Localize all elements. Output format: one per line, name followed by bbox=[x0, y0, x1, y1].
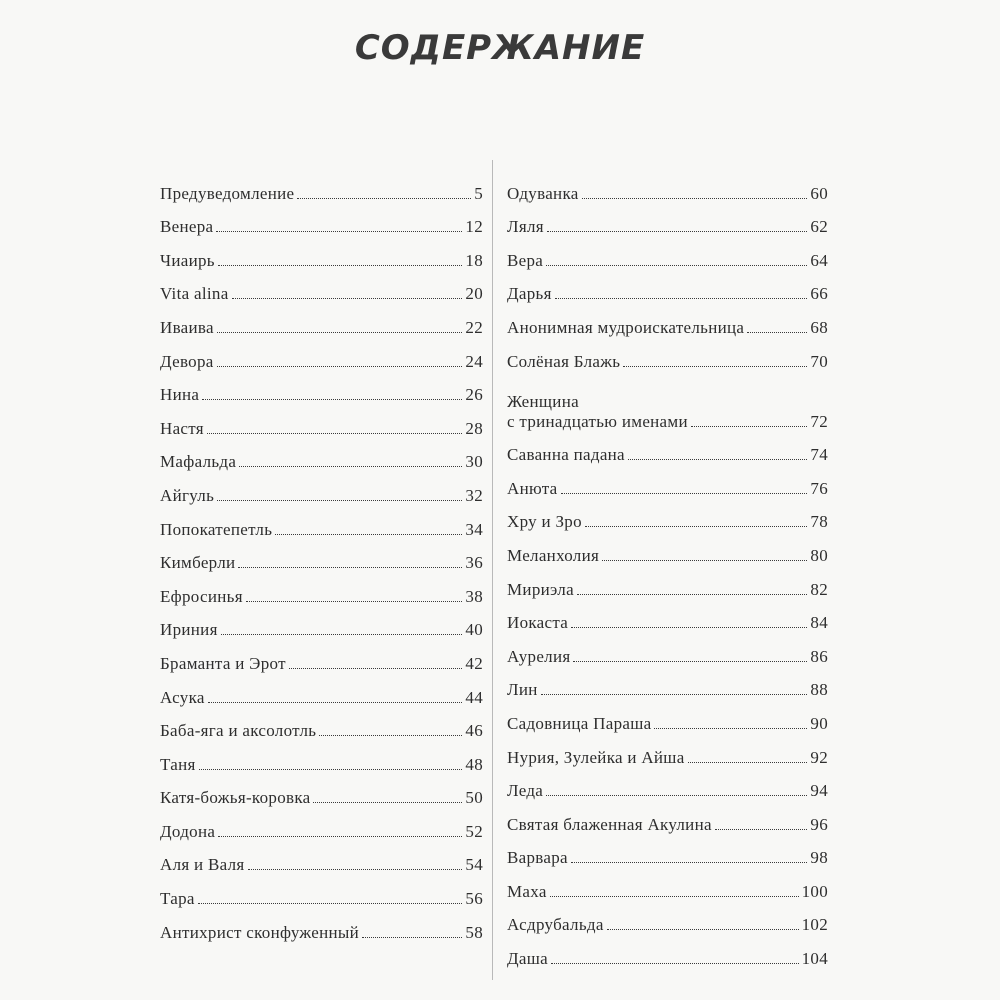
toc-entry[interactable] bbox=[507, 566, 828, 600]
toc-entry-page-number: 5 bbox=[474, 183, 483, 203]
toc-entry[interactable] bbox=[160, 170, 483, 204]
dot-leader bbox=[246, 601, 463, 602]
toc-entry-title: Айгуль bbox=[160, 485, 215, 505]
dot-leader bbox=[551, 963, 799, 964]
toc-entry-page-number: 22 bbox=[465, 317, 483, 337]
toc-entry-page-number: 94 bbox=[810, 781, 828, 801]
toc-entry-page-number: 50 bbox=[465, 788, 483, 808]
dot-leader bbox=[546, 795, 807, 796]
toc-entry[interactable] bbox=[160, 775, 483, 809]
dot-leader bbox=[217, 332, 463, 333]
toc-entry-page-number: 104 bbox=[801, 949, 828, 969]
toc-entry[interactable] bbox=[507, 768, 828, 802]
toc-entry-title: Настя bbox=[160, 418, 204, 438]
toc-entry-title: Аурелия bbox=[507, 646, 571, 666]
dot-leader bbox=[202, 399, 462, 400]
toc-entry[interactable] bbox=[160, 741, 483, 775]
toc-right-column bbox=[507, 170, 828, 969]
dot-leader bbox=[550, 896, 799, 897]
toc-entry-title: Баба-яга и аксолотль bbox=[160, 721, 317, 741]
toc-entry-page-number: 102 bbox=[801, 915, 828, 935]
column-divider bbox=[492, 160, 493, 980]
toc-entry-title: Браманта и Эрот bbox=[160, 653, 286, 673]
dot-leader bbox=[623, 366, 807, 367]
toc-entry-page-number: 76 bbox=[810, 478, 828, 498]
toc-entry[interactable] bbox=[507, 304, 828, 338]
toc-entry-title: Кимберли bbox=[160, 553, 236, 573]
toc-entry[interactable] bbox=[160, 439, 483, 473]
toc-entry-title: Святая блаженная Акулина bbox=[507, 814, 712, 834]
toc-entry-title: Солёная Блажь bbox=[507, 351, 621, 371]
toc-entry-title: Венера bbox=[160, 217, 214, 237]
toc-entry-title: Иокаста bbox=[507, 613, 569, 633]
dot-leader bbox=[199, 769, 463, 770]
toc-entry[interactable] bbox=[160, 372, 483, 406]
toc-entry-page-number: 54 bbox=[465, 855, 483, 875]
toc-entry-title: Варвара bbox=[507, 848, 568, 868]
toc-entry[interactable] bbox=[507, 237, 828, 271]
toc-entry-title: Вера bbox=[507, 250, 544, 270]
toc-entry-title: Тара bbox=[160, 889, 195, 909]
toc-entry-page-number: 48 bbox=[465, 754, 483, 774]
toc-entry-page-number: 28 bbox=[465, 418, 483, 438]
toc-entry[interactable] bbox=[507, 465, 828, 499]
toc-entry-page-number: 36 bbox=[465, 553, 483, 573]
toc-entry-page-number: 66 bbox=[810, 284, 828, 304]
toc-entry-page-number: 64 bbox=[810, 250, 828, 270]
toc-entry-title: Ириния bbox=[160, 620, 218, 640]
dot-leader bbox=[248, 869, 463, 870]
toc-entry[interactable] bbox=[507, 271, 828, 305]
toc-entry-page-number: 84 bbox=[810, 613, 828, 633]
toc-entry[interactable] bbox=[507, 868, 828, 902]
toc-entry-page-number: 80 bbox=[810, 545, 828, 565]
toc-entry-title: Анюта bbox=[507, 478, 558, 498]
toc-entry[interactable] bbox=[160, 338, 483, 372]
dot-leader bbox=[289, 668, 463, 669]
dot-leader bbox=[297, 198, 471, 199]
toc-entry-page-number: 32 bbox=[465, 485, 483, 505]
toc-entry-title: Асука bbox=[160, 687, 205, 707]
dot-leader bbox=[747, 332, 807, 333]
toc-entry[interactable] bbox=[507, 835, 828, 869]
dot-leader bbox=[218, 265, 463, 266]
toc-entry-page-number: 60 bbox=[810, 183, 828, 203]
toc-entry[interactable] bbox=[160, 674, 483, 708]
toc-entry-title: Меланхолия bbox=[507, 545, 600, 565]
toc-entry-title: Антихрист сконфуженный bbox=[160, 922, 360, 942]
dot-leader bbox=[217, 366, 463, 367]
toc-entry-page-number: 78 bbox=[810, 512, 828, 532]
toc-entry-title: Саванна падана bbox=[507, 445, 625, 465]
toc-entry-page-number: 62 bbox=[810, 217, 828, 237]
dot-leader bbox=[573, 661, 807, 662]
toc-entry-title: Додона bbox=[160, 821, 216, 841]
dot-leader bbox=[313, 802, 462, 803]
toc-entry[interactable] bbox=[507, 633, 828, 667]
dot-leader bbox=[275, 534, 462, 535]
toc-entry[interactable] bbox=[160, 708, 483, 742]
toc-entry-page-number: 74 bbox=[810, 445, 828, 465]
toc-entry-title: Даша bbox=[507, 949, 548, 969]
toc-entry[interactable] bbox=[507, 600, 828, 634]
toc-entry-title: Предуведомление bbox=[160, 183, 295, 203]
toc-entry-page-number: 86 bbox=[810, 646, 828, 666]
toc-entry[interactable] bbox=[507, 338, 828, 372]
toc-entry-page-number: 88 bbox=[810, 680, 828, 700]
toc-entry[interactable] bbox=[160, 237, 483, 271]
toc-entry[interactable] bbox=[507, 432, 828, 466]
toc-entry[interactable] bbox=[160, 506, 483, 540]
toc-entry-title: Мириэла bbox=[507, 579, 574, 599]
toc-entry-page-number: 38 bbox=[465, 586, 483, 606]
toc-entry[interactable] bbox=[507, 902, 828, 936]
toc-entry[interactable] bbox=[160, 607, 483, 641]
toc-entry-title: Таня bbox=[160, 754, 196, 774]
dot-leader bbox=[546, 265, 807, 266]
toc-entry-page-number: 98 bbox=[810, 848, 828, 868]
toc-entry-page-number: 46 bbox=[465, 721, 483, 741]
toc-entry-page-number: 58 bbox=[465, 922, 483, 942]
toc-entry-title: Vita alina bbox=[160, 284, 229, 304]
dot-leader bbox=[715, 829, 808, 830]
toc-entry-title: Женщина с тринадцатью именами bbox=[507, 391, 688, 431]
toc-entry-page-number: 56 bbox=[465, 889, 483, 909]
dot-leader bbox=[688, 762, 808, 763]
toc-entry-title: Садовница Параша bbox=[507, 713, 652, 733]
dot-leader bbox=[207, 433, 462, 434]
toc-entry[interactable] bbox=[160, 304, 483, 338]
dot-leader bbox=[221, 634, 463, 635]
toc-entry-title: Леда bbox=[507, 781, 544, 801]
toc-entry-title: Ефросинья bbox=[160, 586, 243, 606]
dot-leader bbox=[555, 298, 808, 299]
toc-entry[interactable] bbox=[507, 801, 828, 835]
toc-entry[interactable] bbox=[160, 573, 483, 607]
toc-entry-title: Катя-божья-коровка bbox=[160, 788, 311, 808]
toc-entry-page-number: 92 bbox=[810, 747, 828, 767]
dot-leader bbox=[585, 526, 808, 527]
toc-entry-title: Асдрубальда bbox=[507, 915, 604, 935]
toc-entry-title: Мафальда bbox=[160, 452, 237, 472]
toc-entry[interactable] bbox=[160, 808, 483, 842]
toc-entry-title: Дарья bbox=[507, 284, 552, 304]
dot-leader bbox=[541, 694, 808, 695]
toc-entry-page-number: 70 bbox=[810, 351, 828, 371]
toc-entry-title: Маха bbox=[507, 881, 547, 901]
toc-entry[interactable] bbox=[507, 499, 828, 533]
toc-entry[interactable] bbox=[507, 700, 828, 734]
dot-leader bbox=[602, 560, 807, 561]
toc-entry[interactable] bbox=[507, 204, 828, 238]
dot-leader bbox=[319, 735, 462, 736]
dot-leader bbox=[217, 500, 462, 501]
toc-entry-title: Лин bbox=[507, 680, 538, 700]
dot-leader bbox=[561, 493, 808, 494]
toc-entry[interactable] bbox=[160, 540, 483, 574]
toc-entry-page-number: 34 bbox=[465, 519, 483, 539]
dot-leader bbox=[571, 627, 807, 628]
toc-entry-title: Иваива bbox=[160, 317, 214, 337]
toc-left-column bbox=[160, 170, 483, 943]
toc-entry-page-number: 24 bbox=[465, 351, 483, 371]
dot-leader bbox=[571, 862, 808, 863]
dot-leader bbox=[628, 459, 807, 460]
toc-entry[interactable] bbox=[160, 472, 483, 506]
dot-leader bbox=[691, 426, 808, 427]
toc-entry-title: Чиаирь bbox=[160, 250, 215, 270]
toc-entry-page-number: 42 bbox=[465, 653, 483, 673]
toc-entry[interactable] bbox=[507, 734, 828, 768]
toc-entry-page-number: 26 bbox=[465, 385, 483, 405]
dot-leader bbox=[607, 929, 799, 930]
toc-entry-page-number: 72 bbox=[810, 411, 828, 431]
toc-entry[interactable] bbox=[507, 170, 828, 204]
toc-entry-page-number: 30 bbox=[465, 452, 483, 472]
toc-entry[interactable] bbox=[160, 909, 483, 943]
toc-entry-page-number: 20 bbox=[465, 284, 483, 304]
toc-entry-page-number: 44 bbox=[465, 687, 483, 707]
toc-entry-page-number: 90 bbox=[810, 713, 828, 733]
dot-leader bbox=[577, 594, 807, 595]
toc-entry[interactable] bbox=[507, 372, 828, 432]
dot-leader bbox=[547, 231, 808, 232]
toc-entry[interactable] bbox=[160, 640, 483, 674]
toc-entry[interactable] bbox=[507, 667, 828, 701]
toc-entry-page-number: 12 bbox=[465, 217, 483, 237]
toc-entry-page-number: 18 bbox=[465, 250, 483, 270]
dot-leader bbox=[239, 466, 462, 467]
toc-entry[interactable] bbox=[160, 875, 483, 909]
toc-entry[interactable] bbox=[160, 271, 483, 305]
toc-entry-title: Девора bbox=[160, 351, 214, 371]
toc-entry-title: Ляля bbox=[507, 217, 544, 237]
dot-leader bbox=[582, 198, 808, 199]
dot-leader bbox=[208, 702, 463, 703]
toc-entry-title: Нина bbox=[160, 385, 200, 405]
toc-entry-page-number: 82 bbox=[810, 579, 828, 599]
toc-entry-page-number: 40 bbox=[465, 620, 483, 640]
toc-entry-title: Анонимная мудроискательница bbox=[507, 317, 745, 337]
toc-entry-title: Попокатепетль bbox=[160, 519, 273, 539]
toc-entry[interactable] bbox=[160, 842, 483, 876]
page-title: СОДЕРЖАНИЕ bbox=[354, 28, 646, 68]
dot-leader bbox=[232, 298, 463, 299]
dot-leader bbox=[654, 728, 807, 729]
toc-entry-page-number: 100 bbox=[801, 881, 828, 901]
toc-entry-page-number: 96 bbox=[810, 814, 828, 834]
toc-entry-title: Хру и Зро bbox=[507, 512, 582, 532]
dot-leader bbox=[238, 567, 462, 568]
dot-leader bbox=[362, 937, 462, 938]
toc-entry[interactable] bbox=[160, 405, 483, 439]
dot-leader bbox=[218, 836, 462, 837]
toc-entry-page-number: 68 bbox=[810, 317, 828, 337]
toc-entry-title: Нурия, Зулейка и Айша bbox=[507, 747, 685, 767]
dot-leader bbox=[216, 231, 462, 232]
toc-entry[interactable] bbox=[507, 532, 828, 566]
dot-leader bbox=[198, 903, 463, 904]
toc-entry[interactable] bbox=[160, 204, 483, 238]
toc-entry-title: Одуванка bbox=[507, 183, 579, 203]
toc-entry[interactable] bbox=[507, 935, 828, 969]
toc-entry-title: Аля и Валя bbox=[160, 855, 245, 875]
toc-entry-page-number: 52 bbox=[465, 821, 483, 841]
